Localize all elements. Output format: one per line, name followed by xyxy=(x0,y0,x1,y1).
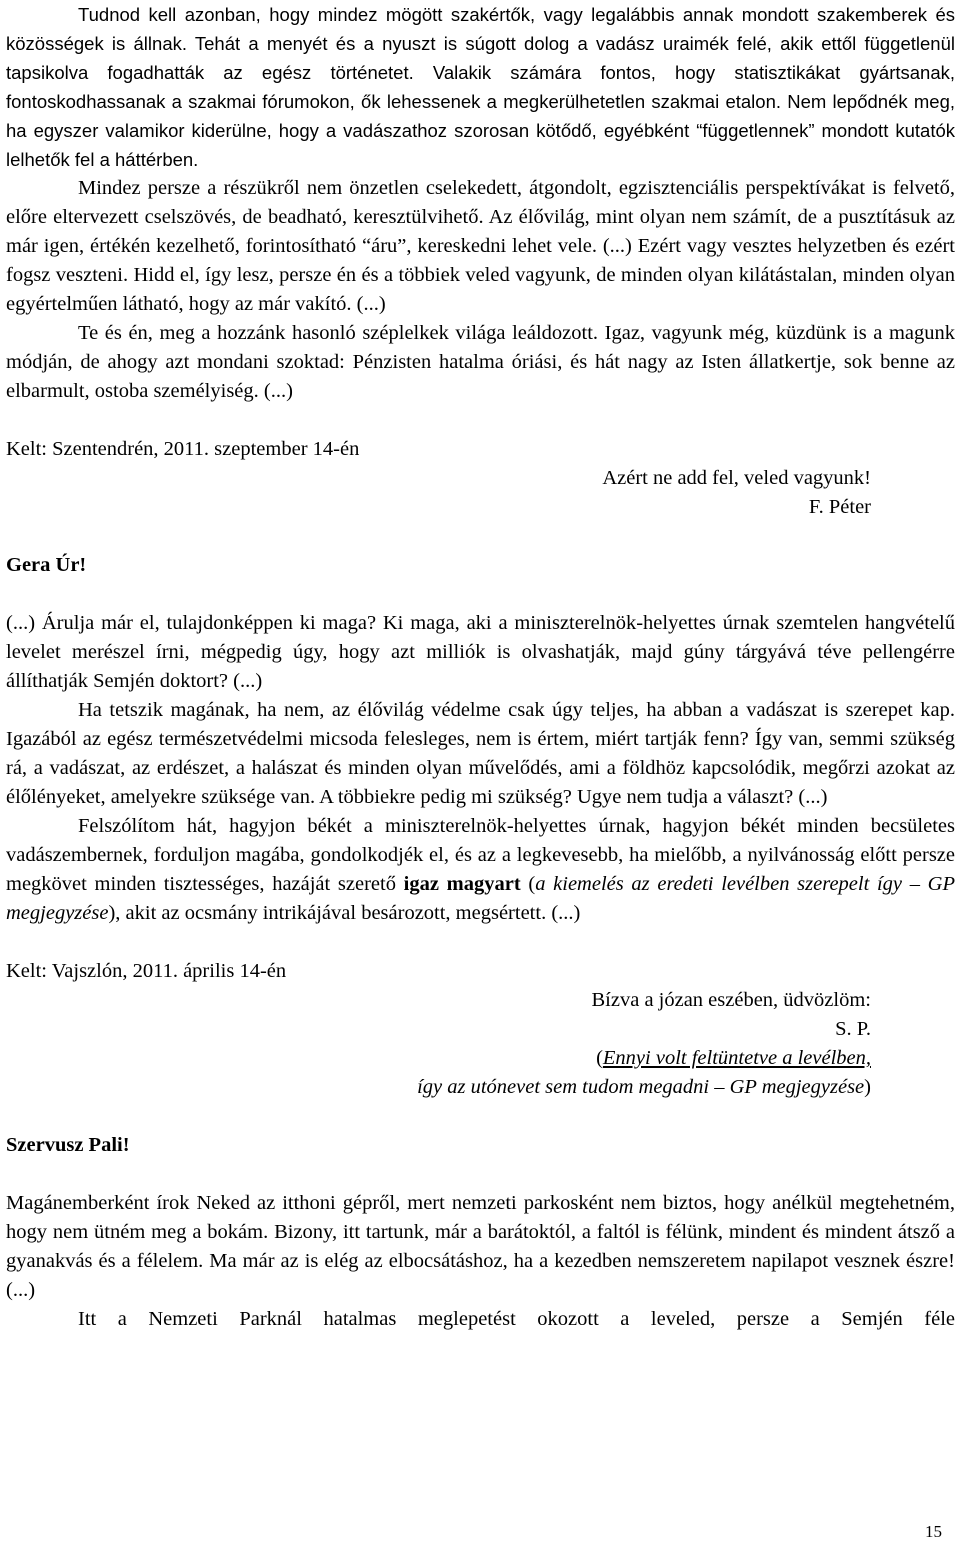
letter1-closing: Azért ne add fel, veled vagyunk! xyxy=(602,467,871,489)
letter3-salutation: Szervusz Pali! xyxy=(6,1134,130,1156)
letter2-paragraph-3-text-b: ( xyxy=(520,873,536,895)
letter3-paragraph-2: Itt a Nemzeti Parknál hatalmas meglepetést okozott a leveled, persze a Semjén féle xyxy=(78,1308,955,1330)
letter1-dateline: Kelt: Szentendrén, 2011. szeptember 14-én xyxy=(6,438,360,460)
letter2-emphasis: igaz magyart xyxy=(403,873,521,895)
letter2-signature: S. P. xyxy=(835,1018,871,1040)
note-text-2: így az utónevet sem tudom megadni – GP megjegyzése xyxy=(417,1076,865,1098)
letter2-note-line-2 xyxy=(6,1073,955,1102)
letter2-dateline: Kelt: Vajszlón, 2011. április 14-én xyxy=(6,960,287,982)
letter2-salutation: Gera Úr! xyxy=(6,554,87,576)
letter2-editor-note: a kiemelés az eredeti levélben szerepelt így – GP megjegyzése xyxy=(6,873,955,924)
letter2-paragraph-3 xyxy=(6,812,955,928)
letter1-paragraph-2: Mindez persze a részükről nem önzetlen cselekedett, átgondolt, egzisztenciális perspektívákat is felvető, előre eltervezett cselszövés, de beadható, keresztülvihető. Az élővilág, mint olyan nem számít, de a pusztításuk az már igen, értékén kezelhető, forintosítható “áru”, kereskedni lehet vele. (...) Ezért vagy vesztes helyzetben és ezért fogsz veszteni. Hidd el, így lesz, persze én és a többiek veled vagyunk, de minden olyan kilátástalan, minden olyan egyértelműen látható, hogy az már vakító. (...) xyxy=(6,177,955,315)
letter2-paragraph-3-text-a: Felszólítom hát, hagyjon békét a miniszterelnök-helyettes úrnak, hagyjon békét minden becsületes vadászembernek, forduljon magába, gondolkodjék el, és az a legkevesebb, ha mielőbb, a nyilvánosság előtt persze megkövet minden tisztességes, hazáját szerető xyxy=(6,815,955,895)
letter1-paragraph-3: Te és én, meg a hozzánk hasonló széplelkek világa leáldozott. Igaz, vagyunk még, küzdünk is a magunk módján, de ahogy azt mondani szoktad: Pénzisten hatalma óriási, és hát nagy az Isten állatkertje, sok benne az elbarmult, ostoba személyiség. (...) xyxy=(6,322,955,402)
letter1-signature: F. Péter xyxy=(808,496,871,518)
letter1-intro-paragraph: Tudnod kell azonban, hogy mindez mögött szakértők, vagy legalábbis annak mondott szakemberek és közösségek is állnak. Tehát a menyét és a nyuszt is súgott dolog a vadász uraimék felé, akik ettől függetlenül tapsikolva fogadhatták az egész történetet. Valakik számára fontos, hogy statisztikákat gyártsanak, fontoskodhassanak a szakmai fórumokon, ők lehessenek a megkerülhetetlen szakmai etalon. Nem lepődnék meg, ha egyszer valamikor kiderülne, hogy a vadászathoz szorosan kötődő, egyébként “függetlennek” mondott kutatók lelhetők fel a háttérben. xyxy=(6,4,955,170)
page-number: 15 xyxy=(925,1522,942,1541)
letter2-paragraph-3-text-c: ), akit az ocsmány intrikájával besározott, megsértett. (...) xyxy=(108,902,581,924)
note-close-paren: ) xyxy=(864,1076,871,1098)
letter2-paragraph-2: Ha tetszik magának, ha nem, az élővilág védelme csak úgy teljes, ha abban a vadászat is szerepet kap. Igazából az egész természetvédelmi micsoda felesleges, nem is értem, miért tartják fenn? Így van, semmi szükség rá, a vadászat, az erdészet, a halászat és minden olyan művelődés, ami a földhöz kapcsolódik, megőrzi azokat az élőlényeket, amelyekre szüksége van. A többiekre pedig mi szükség? Ugye nem tudja a választ? (...) xyxy=(6,699,955,808)
letter2-paragraph-1: (...) Árulja már el, tulajdonképpen ki maga? Ki maga, aki a miniszterelnök-helyettes úrnak szemtelen hangvételű levelet merészel írni, mégpedig úgy, hogy azt milliók is olvashatják, majd gúny tárgyává téve pellengérre állíthatják Semjén doktort? (...) xyxy=(6,612,955,692)
letter3-paragraph-1: Magánemberként írok Neked az itthoni gépről, mert nemzeti parkosként nem biztos, hogy anélkül megtehetném, hogy nem ütném meg a bokám. Bizony, itt tartunk, már a barátoktól, a faltól is félünk, mindent és mindent átsző a gyanakvás és a félelem. Ma már az is elég az elbocsátáshoz, ha a kezedben nemszeretem napilapot vesznek észre! (...) xyxy=(6,1192,955,1301)
document-page xyxy=(6,0,955,1334)
letter2-closing: Bízva a józan eszében, üdvözlöm: xyxy=(591,989,871,1011)
note-text-1: Ennyi volt feltüntetve a levélben, xyxy=(602,1047,871,1069)
note-open-paren: ( xyxy=(596,1047,603,1069)
letter2-note-line-1 xyxy=(6,1044,955,1073)
